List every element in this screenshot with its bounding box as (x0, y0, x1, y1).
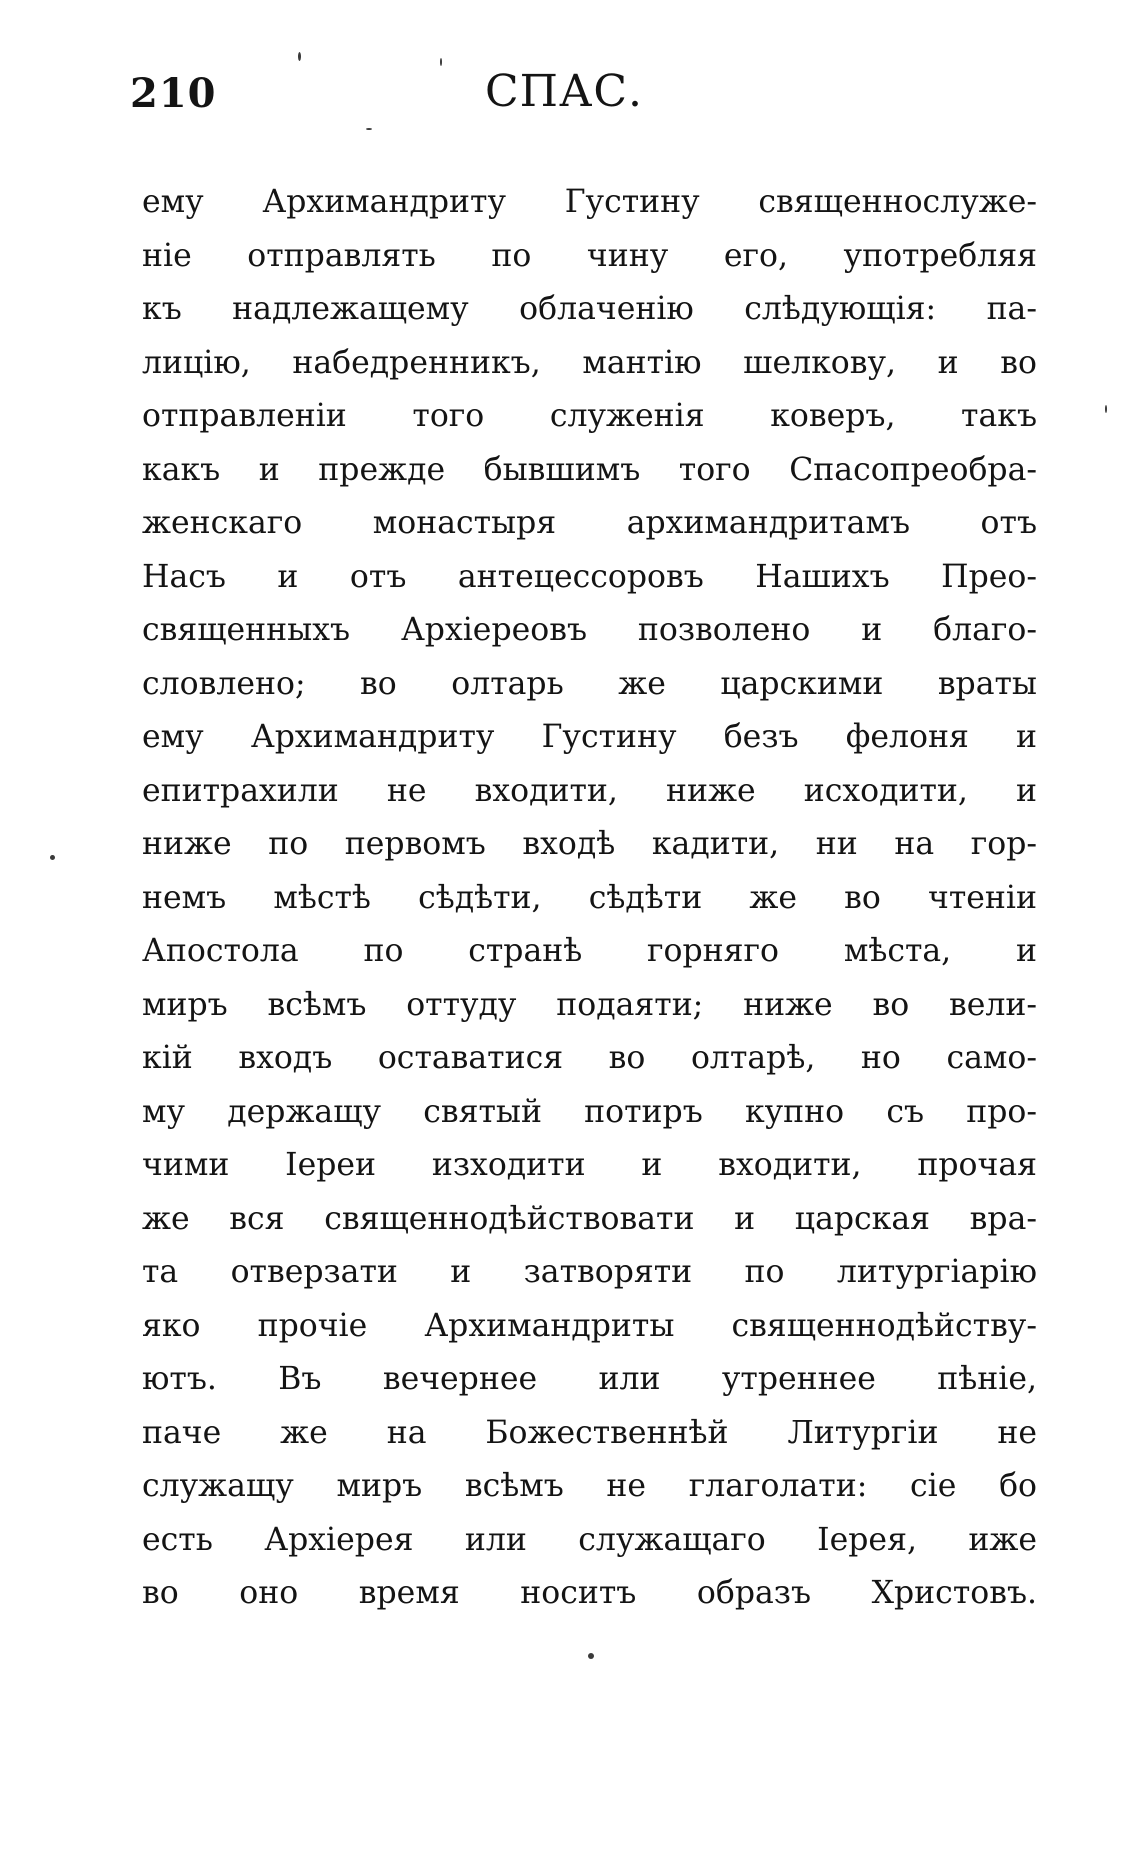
text-line: словлено; во олтарь же царскими враты (142, 665, 1037, 702)
scan-speck (50, 855, 55, 860)
text-line: служащу миръ всѣмъ не глаголати: сіе бо (142, 1468, 1037, 1504)
text-line: Насъ и отъ антецессоровъ Нашихъ Прео- (142, 558, 1037, 595)
text-line: му держащу святый потиръ купно съ про- (142, 1093, 1037, 1130)
text-line: во оно время носитъ образъ Христовъ. (142, 1575, 1037, 1611)
text-line: священныхъ Архіереовъ позволено и благо- (142, 612, 1037, 648)
text-line: же вся священнодѣйствовати и царская вра- (142, 1200, 1037, 1237)
text-line: ему Архимандриту Густину безъ фелоня и (142, 719, 1037, 755)
scan-speck (588, 1653, 594, 1659)
text-line: епитрахили не входити, ниже исходити, и (142, 772, 1037, 809)
text-line: та отверзати и затворяти по литургіарію (142, 1254, 1037, 1290)
text-line: есть Архіерея или служащаго Іерея, иже (142, 1521, 1037, 1558)
text-line: ему Архимандриту Густину священнослуже- (142, 184, 1037, 220)
text-line: немъ мѣстѣ сѣдѣти, сѣдѣти же во чтеніи (142, 879, 1037, 916)
text-line: кій входъ оставатися во олтарѣ, но само- (142, 1040, 1037, 1076)
text-line: паче же на Божественнѣй Литургіи не (142, 1414, 1037, 1451)
scan-speck (298, 52, 301, 61)
text-line: чими Іереи изходити и входити, прочая (142, 1147, 1037, 1183)
text-line: къ надлежащему облаченію слѣдующія: па- (142, 291, 1037, 327)
text-line: отправленіи того служенія коверъ, такъ (142, 398, 1037, 434)
running-title: СПАС. (485, 66, 644, 117)
page-number: 210 (130, 70, 217, 117)
running-head (130, 62, 1030, 132)
text-line: женскаго монастыря архимандритамъ отъ (142, 505, 1037, 541)
scan-speck (440, 58, 442, 66)
text-line: ютъ. Въ вечернее или утреннее пѣніе, (142, 1361, 1037, 1397)
text-line: миръ всѣмъ оттуду подаяти; ниже во вели- (142, 986, 1037, 1023)
text-line: лицію, набедренникъ, мантію шелкову, и во (142, 344, 1037, 381)
body-text (142, 176, 1037, 1621)
text-line: ніе отправлять по чину его, употребляя (142, 237, 1037, 274)
text-line: Апостола по странѣ горняго мѣста, и (142, 933, 1037, 969)
text-line: яко прочіе Архимандриты священнодѣйству- (142, 1307, 1037, 1344)
scan-speck (1105, 405, 1107, 413)
scan-speck (366, 128, 372, 130)
text-line: ниже по первомъ входѣ кадити, ни на гор- (142, 826, 1037, 862)
text-line: какъ и прежде бывшимъ того Спасопреобра- (142, 451, 1037, 488)
